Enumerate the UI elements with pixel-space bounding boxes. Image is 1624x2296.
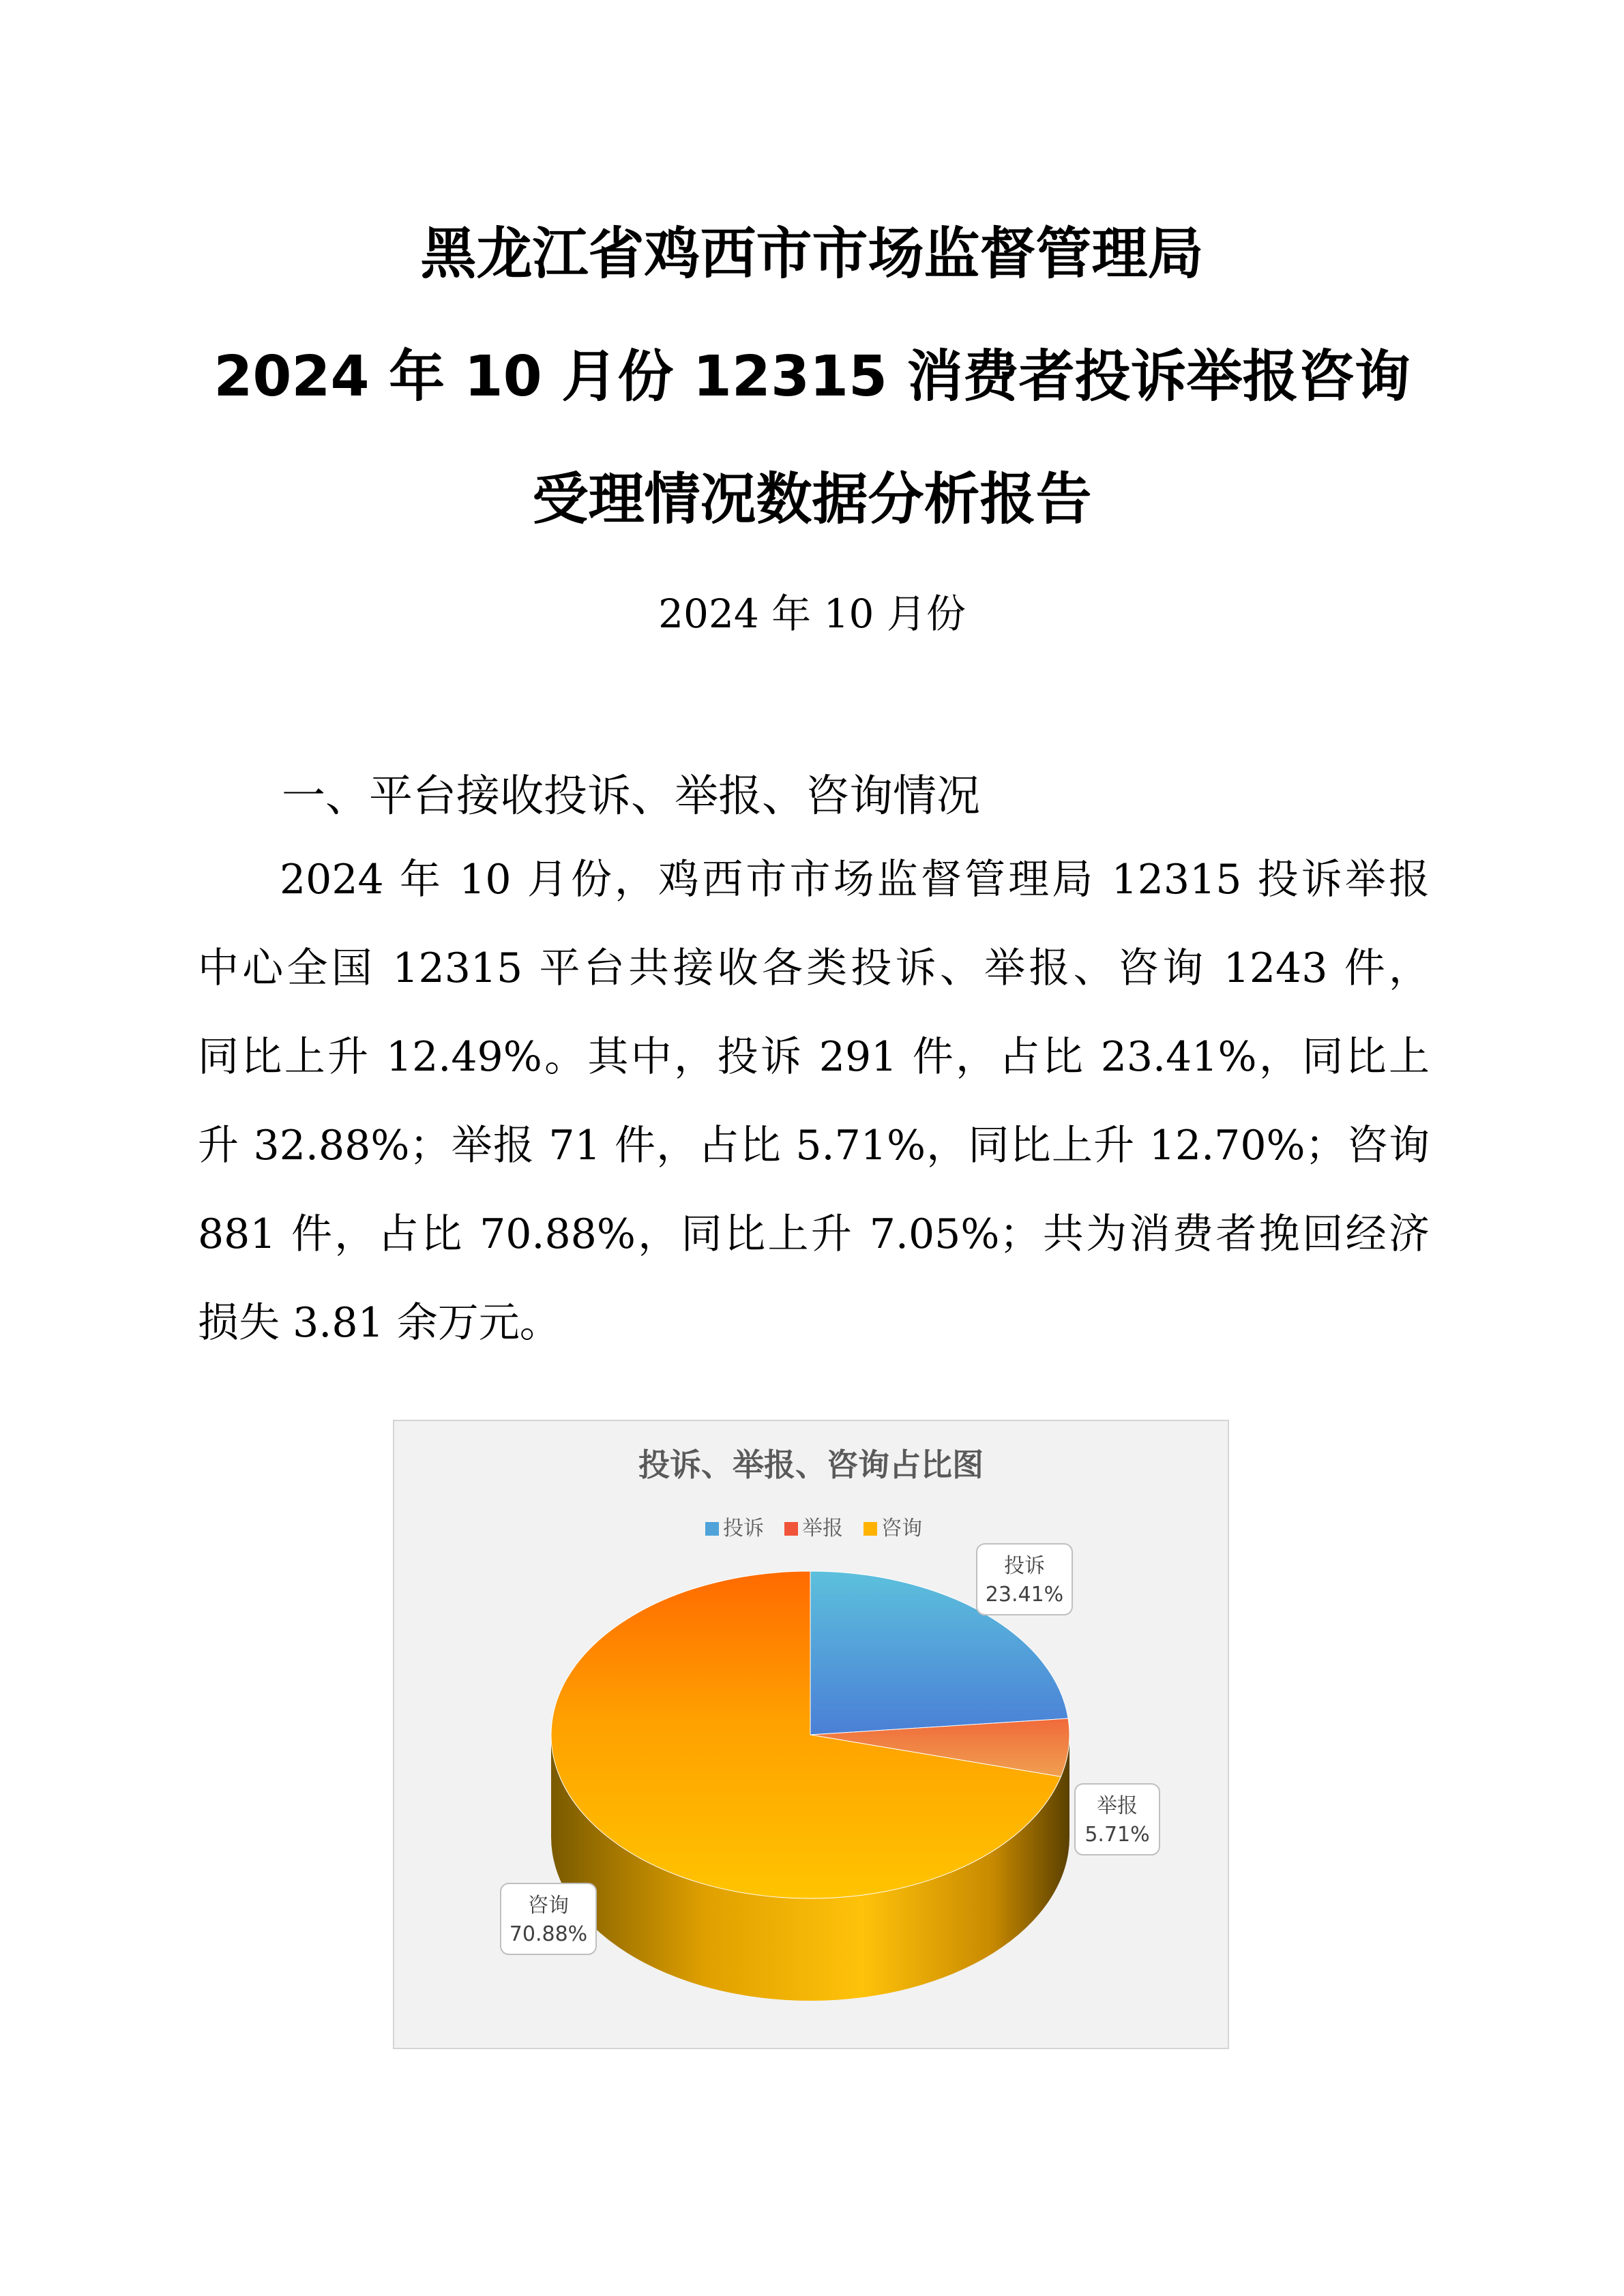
- title-line-3: 受理情况数据分析报告: [532, 467, 1092, 532]
- legend-entry-complaint: [705, 1517, 764, 1540]
- paragraph-line: 中心全国 12315 平台共接收各类投诉、举报、咨询 1243 件，: [198, 944, 1430, 992]
- callout-percent: 70.88%: [509, 1922, 588, 1946]
- legend-swatch: [705, 1522, 719, 1536]
- paragraph-line: 损失 3.81 余万元。: [198, 1299, 561, 1347]
- report-date: 2024 年 10 月份: [658, 591, 966, 637]
- callout-category: 咨询: [528, 1894, 569, 1918]
- section-1-heading: 一、平台接收投诉、举报、咨询情况: [282, 771, 980, 822]
- callout-report: [1075, 1784, 1160, 1855]
- callout-category: 投诉: [1004, 1554, 1045, 1578]
- callout-complaint: [977, 1544, 1072, 1615]
- title-line-1: 黑龙江省鸡西市市场监督管理局: [420, 222, 1204, 286]
- pie-chart-svg: [394, 1421, 1228, 2048]
- pie-slices: [551, 1571, 1069, 1898]
- legend-swatch: [784, 1522, 798, 1536]
- legend-label: 投诉: [723, 1517, 764, 1540]
- legend-entry-report: [784, 1517, 843, 1540]
- callout-percent: 23.41%: [985, 1583, 1064, 1607]
- chart-title: 投诉、举报、咨询占比图: [638, 1446, 984, 1483]
- legend-label: 咨询: [881, 1517, 922, 1540]
- legend-swatch: [863, 1522, 877, 1536]
- paragraph-line: 同比上升 12.49%。其中，投诉 291 件，占比 23.41%，同比上: [198, 1033, 1430, 1081]
- legend-entry-consult: [863, 1517, 922, 1540]
- callout-consult: [501, 1883, 596, 1954]
- paragraph-line: 升 32.88%；举报 71 件，占比 5.71%，同比上升 12.70%；咨询: [198, 1122, 1430, 1169]
- chart-legend: [705, 1517, 922, 1540]
- pie-chart: [393, 1420, 1229, 2049]
- paragraph-line: 2024 年 10 月份，鸡西市市场监督管理局 12315 投诉举报: [280, 856, 1430, 904]
- legend-label: 举报: [802, 1517, 843, 1540]
- callout-percent: 5.71%: [1084, 1823, 1150, 1847]
- callout-category: 举报: [1097, 1794, 1138, 1818]
- title-line-2: 2024 年 10 月份 12315 消费者投诉举报咨询: [213, 344, 1411, 409]
- paragraph-line: 881 件，占比 70.88%，同比上升 7.05%；共为消费者挽回经济: [198, 1210, 1430, 1258]
